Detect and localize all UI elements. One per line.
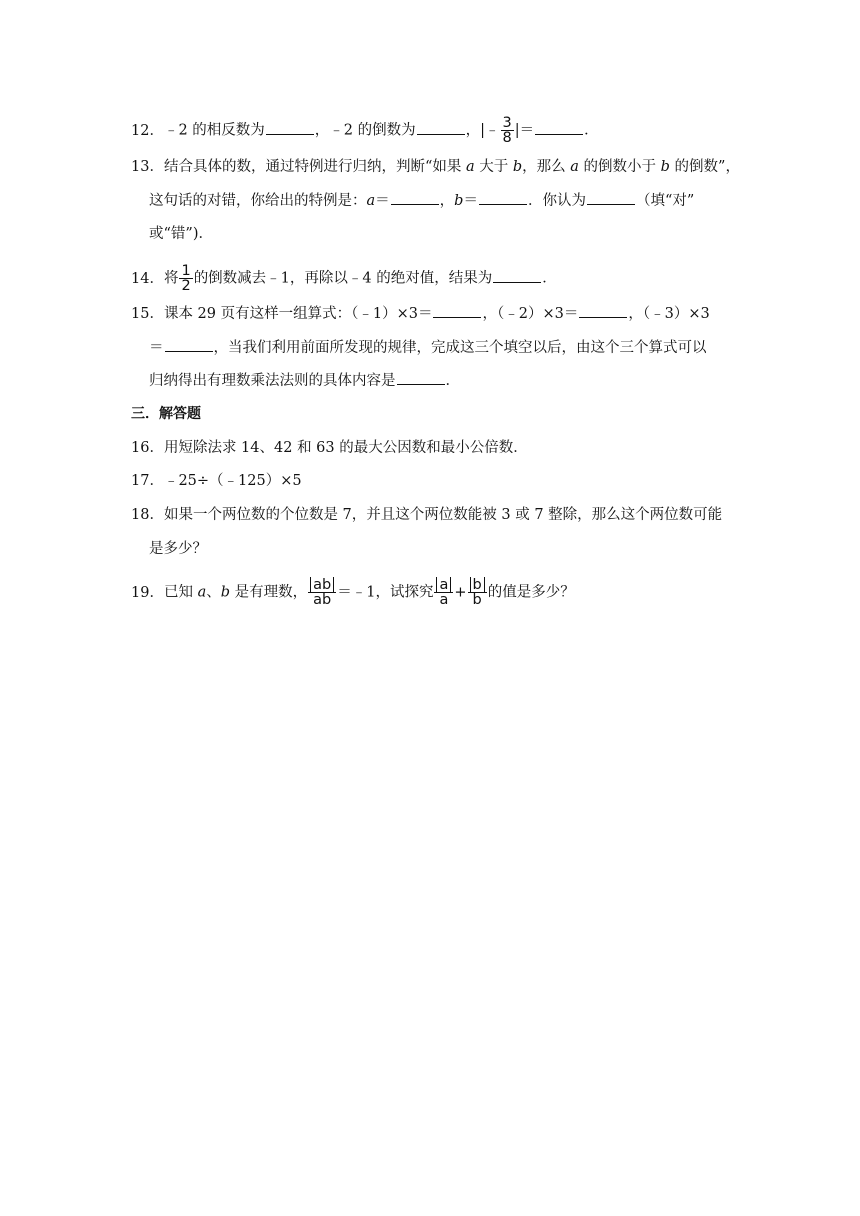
question-text: ＝﹣1，试探究 [337,584,434,601]
question-text: 如果一个两位数的个位数是 7，并且这个两位数能被 3 或 7 整除，那么这个两位数可能 [163,507,723,523]
question-16 [131,438,528,458]
question-text: 是有理数， [230,584,308,601]
question-text: ＝ [463,193,478,209]
question-text: 这句话的对错，你给出的特例是： [149,193,367,209]
answer-blank [433,304,481,318]
question-15-line-1 [131,304,710,324]
question-15-line-3 [149,371,460,391]
abs-value: ab [310,577,334,593]
fraction-numerator: 3 [502,115,512,131]
question-text: 将 [163,270,179,287]
fraction-numerator [434,578,453,592]
answer-blank [479,191,527,205]
variable-a: a [570,159,579,175]
variable-a: a [197,584,207,601]
question-19 [131,578,575,607]
question-number: 13． [131,159,164,175]
question-text: 的倒数”， [669,159,740,175]
variable-b: b [660,159,670,175]
variable-b: b [512,159,523,175]
fraction-denominator: a [439,592,449,608]
answer-blank [165,338,213,352]
question-text: ．你认为 [527,193,586,209]
question-14 [131,264,557,293]
section-heading: 三．解答题 [131,406,201,422]
answer-blank [391,191,439,205]
question-12 [131,116,599,145]
question-text: ，当我们利用前面所发现的规律，完成这三个填空以后，由这个三个算式可以 [213,340,707,356]
question-text: 已知 [163,584,198,601]
question-18-line-1 [131,505,722,525]
answer-blank [397,371,445,385]
question-text: 大于 [474,159,513,175]
question-text: ，﹣2 的倒数为 [314,122,416,139]
question-text: 或“错”)． [149,226,213,242]
question-text: ﹣25÷（﹣125）×5 [163,473,302,489]
fraction-abs-b-over-b [468,578,487,607]
question-text: ＝ [375,193,390,209]
question-text: ，|﹣ [465,122,500,139]
variable-a: a [366,193,376,209]
question-text: 的值是多少？ [487,584,575,601]
answer-blank [493,269,541,283]
fraction-denominator: ab [313,592,332,608]
question-text: |＝ [514,122,535,139]
fraction-numerator: 1 [181,263,191,279]
fraction-numerator [468,578,487,592]
question-text: ，（﹣2）×3＝ [482,306,579,322]
question-text: 、 [206,584,221,601]
variable-b: b [220,584,231,601]
fraction-denominator: 2 [181,278,191,294]
question-text: ，那么 [522,159,571,175]
question-number: 19． [131,584,164,601]
question-number: 18． [131,507,164,523]
question-text: （填“对” [635,193,695,209]
answer-blank [535,121,583,135]
question-number: 12． [131,122,164,139]
plus-sign: + [454,584,467,601]
question-text: ﹣2 的相反数为 [163,122,265,139]
fraction-denominator: 8 [502,130,512,146]
variable-b: b [454,193,464,209]
question-number: 14． [131,270,164,287]
fraction-abs-a-over-a [434,578,453,607]
question-text: ＝ [149,340,164,356]
question-number: 16． [131,440,164,456]
question-number: 17． [131,473,164,489]
question-text: ． [584,122,599,139]
fraction-numerator [308,578,336,592]
answer-blank [587,191,635,205]
question-text: 归纳得出有理数乘法法则的具体内容是 [149,373,396,389]
question-text: 结合具体的数，通过特例进行归纳，判断“如果 [163,159,466,175]
question-text: 课本 29 页有这样一组算式：（﹣1）×3＝ [163,306,433,322]
question-number: 15． [131,306,164,322]
variable-a: a [465,159,475,175]
question-17 [131,471,302,491]
answer-blank [266,121,314,135]
answer-blank [417,121,465,135]
question-text: ． [542,270,557,287]
question-13-line-2 [149,191,694,211]
question-text: 是多少？ [149,541,207,557]
question-13-line-3 [149,224,213,244]
fraction-3-8 [501,116,514,145]
question-text: ，（﹣3）×3 [628,306,710,322]
abs-value: a [436,577,451,593]
question-18-line-2 [149,539,207,559]
fraction-denominator: b [472,592,482,608]
abs-value: b [470,577,485,593]
fraction-abs-ab-over-ab [308,578,336,607]
answer-blank [579,304,627,318]
question-13-line-1 [131,157,740,177]
question-text: ． [445,373,460,389]
question-text: ， [439,193,455,209]
fraction-1-2 [179,264,192,293]
question-text: 用短除法求 14、42 和 63 的最大公因数和最小公倍数． [163,440,528,456]
question-text: 的倒数减去﹣1，再除以﹣4 的绝对值，结果为 [193,270,493,287]
question-15-line-2 [149,338,707,358]
question-text: 的倒数小于 [578,159,661,175]
